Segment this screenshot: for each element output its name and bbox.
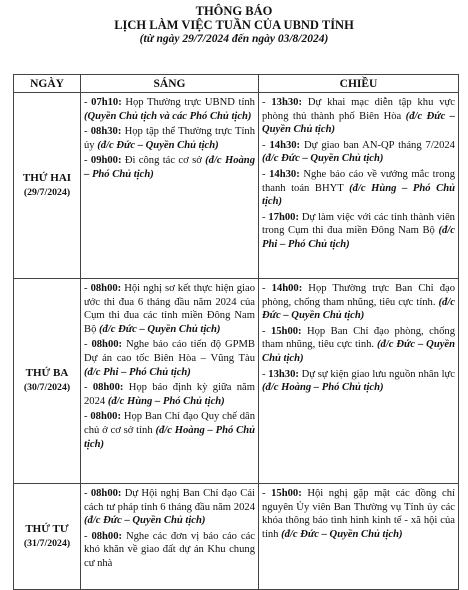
bullet-dash: - xyxy=(84,155,91,167)
item-text: Nghe báo cáo về vướng mắc trong thanh toán BHYT xyxy=(262,168,455,194)
morning-cell xyxy=(81,93,259,279)
bullet-dash: - xyxy=(262,139,270,151)
item-time: 08h00: xyxy=(92,382,124,394)
afternoon-cell xyxy=(259,93,459,279)
afternoon-cell xyxy=(259,484,459,590)
bullet-dash: - xyxy=(84,283,91,294)
bullet-dash: - xyxy=(262,325,271,337)
item-text: Họp Ban Chỉ đạo Quy chế dân chủ ở cơ sở tỉnh xyxy=(84,411,255,436)
bullet-dash: - xyxy=(262,211,269,223)
item-attendee: (đ/c Hoàng – Phó Chủ tịch) xyxy=(262,382,384,394)
bullet-dash: - xyxy=(262,97,272,108)
schedule-item xyxy=(84,96,255,123)
item-time: 07h10: xyxy=(91,97,122,108)
day-cell xyxy=(14,279,81,484)
item-attendee: (đ/c Hoàng – Phó Chủ tịch) xyxy=(84,424,255,450)
item-text: Hội nghị sơ kết thực hiện giao ước thi đua 6 tháng đầu năm 2024 của Cụm thi đua các tỉnh miền Đông Nam Bộ xyxy=(84,283,256,335)
bullet-dash: - xyxy=(262,368,269,380)
day-cell xyxy=(14,93,81,279)
schedule-item xyxy=(84,282,255,336)
day-date: (29/7/2024) xyxy=(23,186,71,198)
bullet-dash: - xyxy=(84,382,93,394)
schedule-table xyxy=(13,74,459,590)
schedule-item xyxy=(262,325,455,366)
item-attendee: (đ/c Đức – Quyền Chủ tịch) xyxy=(281,528,403,540)
bullet-dash: - xyxy=(84,339,92,351)
item-time: 14h30: xyxy=(269,168,300,180)
item-attendee: (đ/c Đức – Quyền Chủ tịch) xyxy=(262,110,455,136)
item-time: 14h00: xyxy=(271,283,303,294)
item-time: 08h00: xyxy=(90,411,121,423)
item-text: Dự giao ban AN-QP tháng 7/2024 xyxy=(300,139,455,151)
item-time: 09h00: xyxy=(90,155,122,167)
schedule-item xyxy=(84,381,255,408)
item-attendee: (đ/c Hoàng – Phó Chủ tịch) xyxy=(84,155,255,180)
day-name: THỨ HAI xyxy=(22,171,72,184)
item-time: 13h30: xyxy=(271,97,302,108)
schedule-item xyxy=(262,139,455,166)
item-time: 08h30: xyxy=(90,126,122,138)
table-row xyxy=(14,279,459,484)
item-text: Họp Thường trực Ban Chỉ đạo phòng, chống tham nhũng, tiêu cực tỉnh. xyxy=(262,283,455,308)
item-time: 08h00: xyxy=(91,530,123,542)
item-attendee: (đ/c Hùng – Phó Chủ tịch) xyxy=(107,395,225,407)
item-text: Dự Hội nghị Ban Chỉ đạo Cải cách tư pháp tỉnh 6 tháng đầu năm 2024 xyxy=(84,488,255,513)
item-attendee: (đ/c Đức – Quyền Chủ tịch) xyxy=(84,515,206,527)
item-attendee: (Quyền Chủ tịch và các Phó Chủ tịch) xyxy=(84,110,252,122)
header-row xyxy=(14,75,459,93)
schedule-item xyxy=(262,96,455,137)
item-text: Dự sự kiện giao lưu nguồn nhân lực xyxy=(298,368,455,380)
item-time: 13h30: xyxy=(268,368,299,380)
col-header-day: NGÀY xyxy=(14,75,81,93)
item-text: Nghe các đơn vị báo cáo các khó khăn về giao đất dự án Khu chung cư nhà xyxy=(84,530,255,569)
schedule-item xyxy=(262,282,455,323)
item-text: Họp Thường trực UBND tỉnh xyxy=(121,97,255,108)
schedule-item xyxy=(84,125,255,152)
col-header-morning: SÁNG xyxy=(81,75,259,93)
table-row xyxy=(14,93,459,279)
day-name: THỨ TƯ xyxy=(25,522,69,535)
item-time: 17h00: xyxy=(268,211,299,223)
schedule-item xyxy=(84,410,255,451)
schedule-item xyxy=(84,530,255,571)
bullet-dash: - xyxy=(84,488,91,499)
col-header-afternoon: CHIỀU xyxy=(259,75,459,93)
schedule-item xyxy=(84,487,255,528)
notice-title: THÔNG BÁO xyxy=(195,4,273,18)
item-time: 14h30: xyxy=(269,139,301,151)
item-attendee: (đ/c Đức – Quyền Chủ tịch) xyxy=(97,139,219,151)
item-text: Hội nghị gặp mặt các đồng chí nguyên Ủy viên Ban Thường vụ Tỉnh ủy các khóa thông báo tình hình kinh tế - xã hội của tỉnh xyxy=(262,488,455,540)
item-attendee: (đ/c Đức – Quyền Chủ tịch) xyxy=(262,296,455,322)
item-text: Đi công tác cơ sở xyxy=(121,155,206,167)
afternoon-cell xyxy=(259,279,459,484)
item-attendee: (đ/c Phi – Phó Chủ tịch) xyxy=(262,225,455,250)
item-text: Dự làm việc với các tỉnh thành viên trong Cụm thi đua miền Đông Nam Bộ xyxy=(262,211,455,237)
bullet-dash: - xyxy=(84,530,92,542)
item-text: Họp Ban Chỉ đạo phòng, chống tham nhũng, tiêu cực tỉnh. xyxy=(262,325,455,351)
bullet-dash: - xyxy=(84,97,92,108)
bullet-dash: - xyxy=(262,283,272,294)
bullet-dash: - xyxy=(262,488,272,499)
item-text: Họp báo định kỳ giữa năm 2024 xyxy=(84,382,255,407)
item-time: 08h00: xyxy=(90,488,122,499)
item-attendee: (đ/c Phi – Phó Chủ tịch) xyxy=(84,366,191,378)
item-time: 15h00: xyxy=(271,488,302,499)
date-range: (từ ngày 29/7/2024 đến ngày 03/8/2024) xyxy=(139,33,329,45)
schedule-title: LỊCH LÀM VIỆC TUẦN CỦA UBND TỈNH xyxy=(114,18,354,32)
schedule-item xyxy=(84,338,255,379)
schedule-item xyxy=(262,211,455,252)
item-attendee: (đ/c Đức – Quyền Chủ tịch) xyxy=(262,339,456,364)
schedule-item xyxy=(84,154,255,181)
item-attendee: (đ/c Hùng – Phó Chủ tịch) xyxy=(262,182,455,208)
schedule-item xyxy=(262,368,455,395)
morning-cell xyxy=(81,279,259,484)
day-cell xyxy=(14,484,81,590)
item-text: Dự khai mạc diễn tập khu vực phòng thủ thành phố Biên Hòa xyxy=(262,97,455,122)
bullet-dash: - xyxy=(262,168,270,180)
item-time: 15h00: xyxy=(270,325,302,337)
item-time: 08h00: xyxy=(90,283,122,294)
item-time: 08h00: xyxy=(91,339,123,351)
day-date: (31/7/2024) xyxy=(23,537,71,549)
item-text: Nghe báo cáo tiến độ GPMB Dự án cao tốc Biên Hòa – Vũng Tàu xyxy=(84,339,255,364)
morning-cell xyxy=(81,484,259,590)
item-attendee: (đ/c Đức – Quyền Chủ tịch) xyxy=(99,323,221,335)
table-row xyxy=(14,484,459,590)
bullet-dash: - xyxy=(84,126,91,138)
schedule-item xyxy=(262,487,455,541)
bullet-dash: - xyxy=(84,411,91,423)
schedule-item xyxy=(262,168,455,209)
day-name: THỨ BA xyxy=(25,367,69,380)
item-attendee: (đ/c Đức – Quyền Chủ tịch) xyxy=(262,153,384,165)
day-date: (30/7/2024) xyxy=(23,382,71,393)
item-text: Họp tập thể Thường trực Tỉnh ủy xyxy=(84,126,255,151)
